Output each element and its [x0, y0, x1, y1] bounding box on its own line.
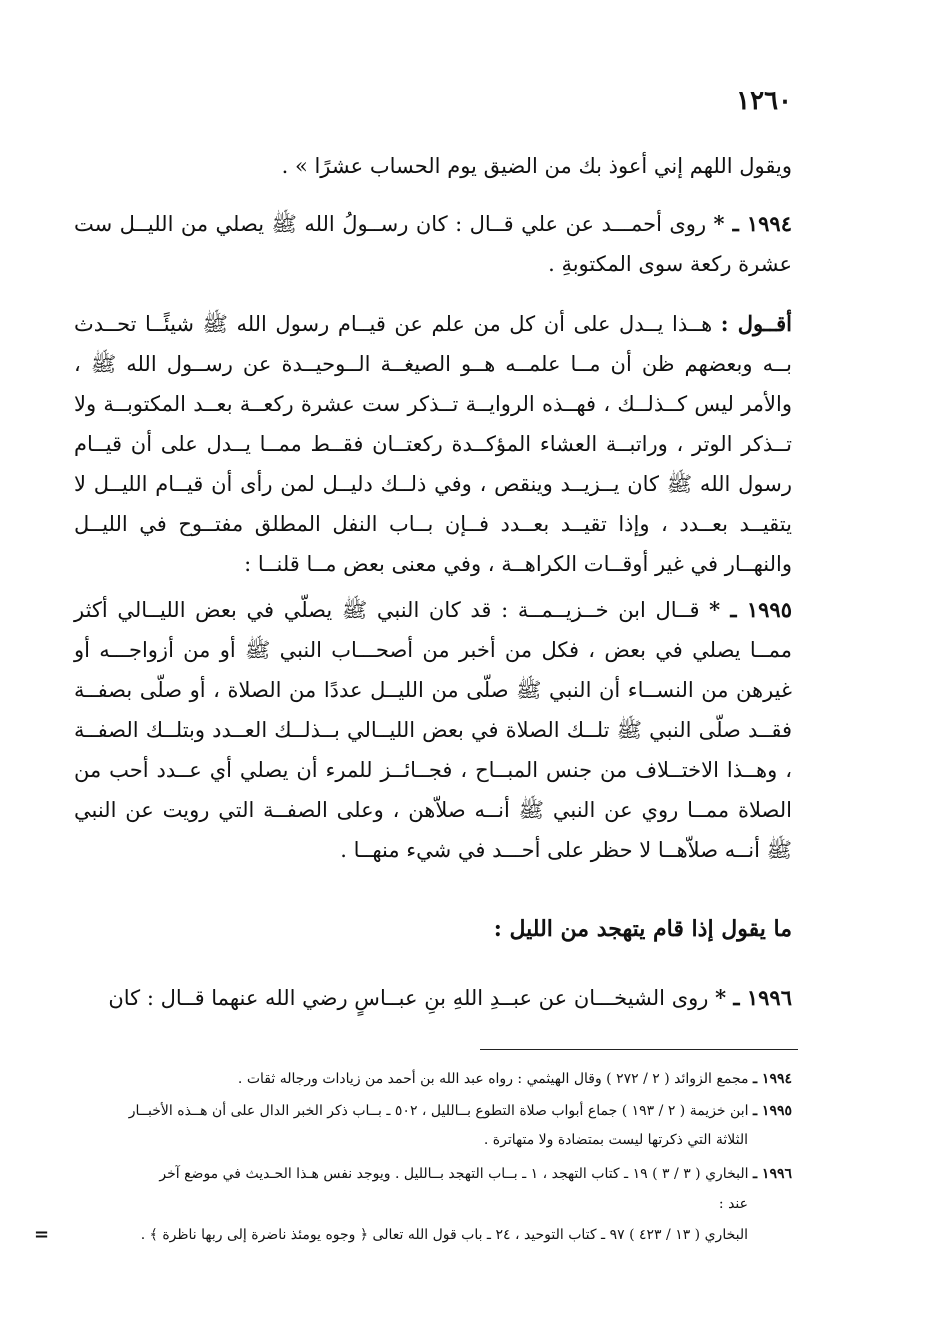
hadith-number: ١٩٩٥ ـ *	[709, 597, 792, 622]
footnote-number: ١٩٩٦ ـ	[752, 1166, 792, 1182]
footnote-continuation: عند :	[718, 1196, 748, 1212]
hadith-1995	[74, 590, 792, 870]
hadith-1994	[74, 204, 792, 284]
footnote-divider	[480, 1049, 798, 1050]
footnote-text: مجمع الزوائد ( ٢ / ٢٧٢ ) وقال الهيثمي : رواه عبد الله بن أحمد من زيادات ورجاله ثقات .	[237, 1071, 749, 1087]
commentary-text: هــذا يــدل على أن كل من علم عن قيــام رسول الله ﷺ شيئًــا تحــدث بــه وبعضهم ظن أن مــا علمــه هــو الصيغــة الــوحيــدة عن رســول الله ﷺ ، والأمر ليس كــذلــك ، فهــذه الروايــة تــذكر ست عشرة ركعــة بعــد المكتوبــة ولا تــذكر الوتر ، وراتبــة العشاء المؤكــدة ركعتــان فقــط ممــا يــدل على أن قيــام رسول الله ﷺ كان يــزيــد وينقص ، وفي ذلــك دليــل لمن رأى أن قيــام الليــل لا يتقيــد بعــدد ، وإذا تقيــد بعــدد فــإن بــاب النفل المطلق مفتــوح في الليــل والنهــار في غير أوقــات الكراهــة ، وفي معنى بعض مــا قلنــا :	[74, 312, 792, 576]
commentary-paragraph	[74, 304, 792, 584]
opening-line: ويقول اللهم إني أعوذ بك من الضيق يوم الحساب عشرًا » .	[281, 154, 792, 178]
hadith-text: روى أحمـــد عن علي قــال : كان رســولُ الله ﷺ يصلي من الليــل ست عشرة ركعة سوى المكتوبةِ .	[74, 212, 792, 276]
footnote-text: البخاري ( ٣ / ٣ ) ١٩ ـ كتاب التهجد ، ١ ـ بــاب التهجد بــالليل . ويوجد نفس هـذا الحـديث في موضع آخر	[159, 1166, 749, 1182]
hadith-1996	[74, 978, 792, 1018]
hadith-text: قــال ابن خــزيــمــة : قد كان النبي ﷺ يصلّي في بعض الليــالي أكثر ممــا يصلي في بعض ، فكل من أخبر من أصحـــاب النبي ﷺ أو من أزواجـــه أو غيرهن من النســاء أن النبي ﷺ صلّى من الليــل عددًا من الصلاة ، أو صلّى بصفــة فقــد صلّى النبي ﷺ تلــك الصلاة في بعض الليــالي بــذلــك العــدد وبتلــك الصفــة ، وهــذا الاختــلاف من جنس المبــاح ، فجــائــز للمرء أن يصلي أي عــدد أحب من الصلاة ممــا روي عن النبي ﷺ أنــه صلاّهن ، وعلى الصفــة التي رويت عن النبي ﷺ أنــه صلاّهــا لا حظر على أحـــد في شيء منهــا .	[74, 598, 792, 862]
footnote-1996	[74, 1160, 792, 1188]
footnote-number: ١٩٩٤ ـ	[752, 1071, 792, 1087]
footnote-1994	[74, 1065, 792, 1093]
hadith-number: ١٩٩٦ ـ *	[715, 985, 792, 1010]
commentary-lead: أقــول :	[720, 311, 792, 336]
footnote-last-line: البخاري ( ١٣ / ٤٢٣ ) ٩٧ ـ كتاب التوحيد ، ٢٤ ـ باب قول الله تعالى ﴿ وجوه يومئذ ناضرة إلى ربها ناظرة ﴾ .	[140, 1227, 748, 1243]
footnote-number: ١٩٩٥ ـ	[752, 1103, 792, 1119]
footnote-1995	[74, 1097, 792, 1125]
hadith-text: روى الشيخـــان عن عبــدِ اللهِ بنِ عبــاسٍ رضي الله عنهما قــال : كان	[108, 986, 709, 1010]
footnote-continuation: الثلاثة التي ذكرتها ليست بمتضادة ولا متهاترة .	[483, 1132, 748, 1148]
page-number: ١٢٦٠	[736, 86, 792, 116]
footnote-text: ابن خزيمة ( ٢ / ١٩٣ ) جماع أبواب صلاة التطوع بــالليل ، ٥٠٢ ـ بــاب ذكر الخبر الدال على أن هــذه الأخبــار	[128, 1103, 749, 1119]
section-heading: ما يقول إذا قام يتهجد من الليل :	[493, 916, 792, 942]
continuation-marker: =	[34, 1224, 50, 1245]
hadith-number: ١٩٩٤ ـ *	[713, 211, 792, 236]
